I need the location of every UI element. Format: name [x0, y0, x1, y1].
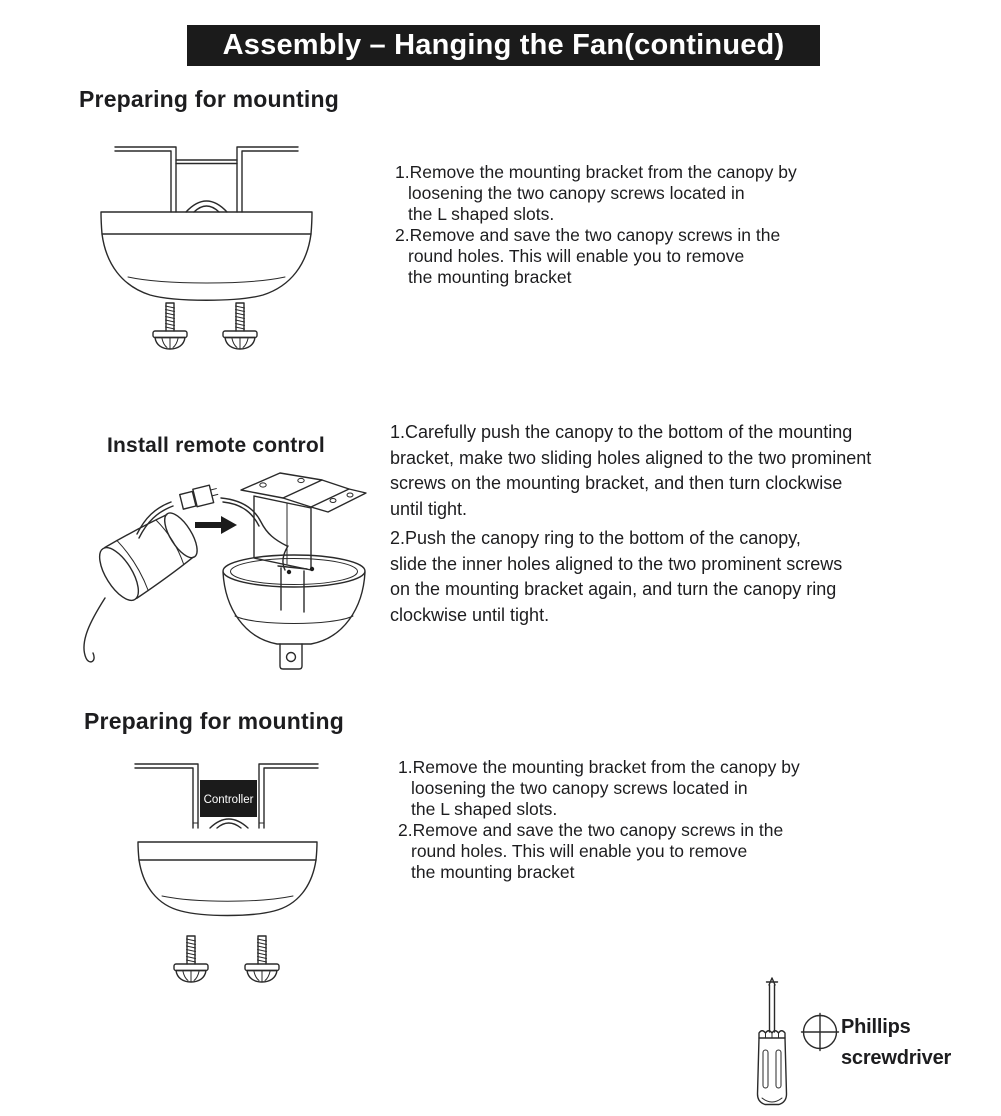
- instruction-line: 2.Remove and save the two canopy screws in the: [395, 225, 781, 245]
- canopy-mounting-bracket-diagram: [95, 133, 385, 365]
- instructions-block-3: [398, 757, 800, 883]
- phillips-screwdriver-icon: [746, 976, 851, 1108]
- install-remote-control-diagram: [75, 458, 385, 698]
- tool-label-line: Phillips: [841, 1016, 911, 1038]
- tool-label-line: screwdriver: [841, 1047, 952, 1069]
- instruction-line: the mounting bracket: [411, 862, 575, 882]
- instructions-block-2b: [390, 526, 842, 628]
- instruction-line: the L shaped slots.: [408, 204, 555, 224]
- controller-label: Controller: [203, 794, 254, 806]
- controller-mounting-bracket-diagram: [112, 750, 384, 1008]
- instruction-line: screws on the mounting bracket, and then turn clockwise: [390, 473, 843, 493]
- instruction-line: round holes. This will enable you to remove: [411, 841, 748, 861]
- instruction-line: slide the inner holes aligned to the two prominent screws: [390, 553, 843, 574]
- instructions-block-2a: [390, 420, 871, 522]
- instruction-line: bracket, make two sliding holes aligned to the two prominent: [390, 447, 872, 468]
- tool-label: [841, 1012, 951, 1074]
- instruction-line: 2.Remove and save the two canopy screws in the: [398, 820, 784, 840]
- instruction-line: the mounting bracket: [408, 267, 572, 287]
- instruction-line: loosening the two canopy screws located in: [408, 183, 745, 203]
- section-heading-preparing-1: Preparing for mounting: [79, 86, 339, 112]
- instruction-line: round holes. This will enable you to remove: [408, 246, 745, 266]
- instruction-line: on the mounting bracket again, and turn the canopy ring: [390, 579, 837, 599]
- page-title: Assembly – Hanging the Fan(continued): [222, 29, 785, 61]
- instruction-line: 1.Carefully push the canopy to the bottom of the mounting: [390, 422, 853, 442]
- instruction-line: 1.Remove the mounting bracket from the canopy by: [398, 757, 800, 777]
- section-heading-remote: Install remote control: [107, 434, 325, 457]
- instruction-line: the L shaped slots.: [411, 799, 558, 819]
- instructions-block-1: [395, 162, 797, 288]
- page-title-banner: [187, 25, 820, 66]
- section-heading-preparing-2: Preparing for mounting: [84, 708, 344, 734]
- instruction-line: 2.Push the canopy ring to the bottom of the canopy,: [390, 528, 801, 548]
- instruction-line: until tight.: [390, 498, 468, 519]
- instruction-line: loosening the two canopy screws located in: [411, 778, 748, 798]
- instruction-line: clockwise until tight.: [390, 604, 550, 625]
- instruction-line: 1.Remove the mounting bracket from the canopy by: [395, 162, 797, 182]
